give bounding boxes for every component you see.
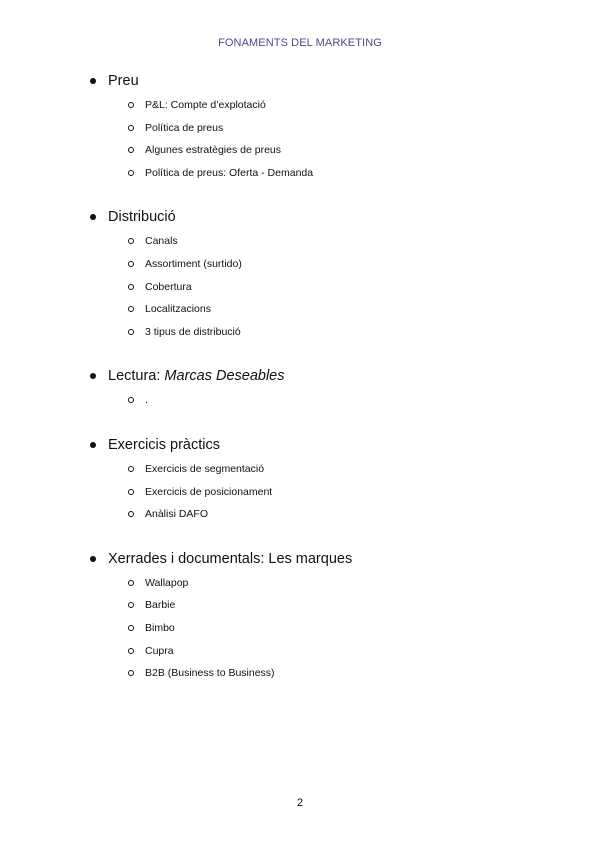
list-item-text: Algunes estratègies de preus: [145, 144, 282, 157]
list-item: [0, 298, 600, 321]
section-title: [0, 206, 600, 228]
section-title-text: Xerrades i documentals: Les marques: [108, 550, 353, 567]
list-item: [0, 162, 600, 185]
hollow-bullet-icon: [128, 648, 134, 654]
list-item-text: Assortiment (surtido): [145, 257, 242, 270]
document-body: [0, 70, 600, 707]
hollow-bullet-icon: [128, 466, 134, 472]
list-item-text: Barbie: [145, 599, 176, 612]
hollow-bullet-icon: [128, 670, 134, 676]
hollow-bullet-icon: [128, 489, 134, 495]
section-title: [0, 548, 600, 570]
sub-list: [0, 572, 600, 685]
list-item: [0, 276, 600, 299]
hollow-bullet-icon: [128, 329, 134, 335]
bullet-icon: [90, 556, 96, 562]
hollow-bullet-icon: [128, 625, 134, 631]
list-item: [0, 253, 600, 276]
bullet-icon: [90, 214, 96, 220]
section-exercicis: [0, 434, 600, 526]
section-xerrades: [0, 548, 600, 685]
section-lectura: [0, 365, 600, 412]
bullet-icon: [90, 442, 96, 448]
section-title: [0, 365, 600, 387]
list-item-text: Canals: [145, 235, 178, 248]
section-title-italic: Marcas Deseables: [164, 368, 285, 385]
list-item-text: .: [145, 394, 148, 407]
section-title: [0, 70, 600, 92]
section-title-text: Distribució: [108, 209, 176, 226]
section-title-text: Exercicis pràctics: [108, 436, 220, 453]
page-number: 2: [296, 797, 304, 809]
list-item: [0, 117, 600, 140]
hollow-bullet-icon: [128, 511, 134, 517]
sub-list: [0, 230, 600, 343]
list-item-text: Wallapop: [145, 576, 189, 589]
list-item-text: P&L: Compte d’explotació: [145, 99, 266, 111]
list-item-text: Anàlisi DAFO: [145, 508, 209, 521]
list-item: [0, 662, 600, 685]
section-title-text: Preu: [108, 73, 139, 89]
page-header: FONAMENTS DEL MARKETING: [218, 37, 382, 49]
sub-list: [0, 94, 600, 184]
list-item: [0, 640, 600, 663]
section-distribucio: [0, 206, 600, 343]
list-item: [0, 321, 600, 344]
list-item: [0, 503, 600, 526]
list-item: [0, 617, 600, 640]
hollow-bullet-icon: [128, 306, 134, 312]
list-item-text: Cobertura: [145, 280, 192, 293]
section-title: [0, 434, 600, 456]
list-item-text: Exercicis de posicionament: [145, 485, 273, 498]
list-item: [0, 481, 600, 504]
list-item: [0, 458, 600, 481]
section-title-prefix: Lectura:: [108, 368, 165, 385]
sub-list: [0, 458, 600, 526]
list-item: [0, 572, 600, 595]
hollow-bullet-icon: [128, 102, 134, 108]
list-item-text: B2B (Business to Business): [145, 667, 275, 680]
hollow-bullet-icon: [128, 602, 134, 608]
hollow-bullet-icon: [128, 580, 134, 586]
hollow-bullet-icon: [128, 238, 134, 244]
list-item-text: Política de preus: [145, 121, 224, 134]
hollow-bullet-icon: [128, 147, 134, 153]
bullet-icon: [90, 373, 96, 379]
hollow-bullet-icon: [128, 397, 134, 403]
hollow-bullet-icon: [128, 170, 134, 176]
bullet-icon: [90, 78, 96, 84]
section-preu: [0, 70, 600, 184]
hollow-bullet-icon: [128, 284, 134, 290]
hollow-bullet-icon: [128, 125, 134, 131]
sub-list: [0, 389, 600, 412]
list-item-text: Política de preus: Oferta - Demanda: [145, 166, 314, 179]
hollow-bullet-icon: [128, 261, 134, 267]
list-item-text: Localitzacions: [145, 303, 211, 316]
list-item: [0, 389, 600, 412]
list-item: [0, 139, 600, 162]
list-item: [0, 94, 600, 117]
list-item-text: Cupra: [145, 644, 174, 657]
list-item-text: Bimbo: [145, 621, 175, 634]
list-item: [0, 594, 600, 617]
list-item: [0, 230, 600, 253]
list-item-text: Exercicis de segmentació: [145, 462, 265, 475]
list-item-text: 3 tipus de distribució: [145, 325, 241, 338]
